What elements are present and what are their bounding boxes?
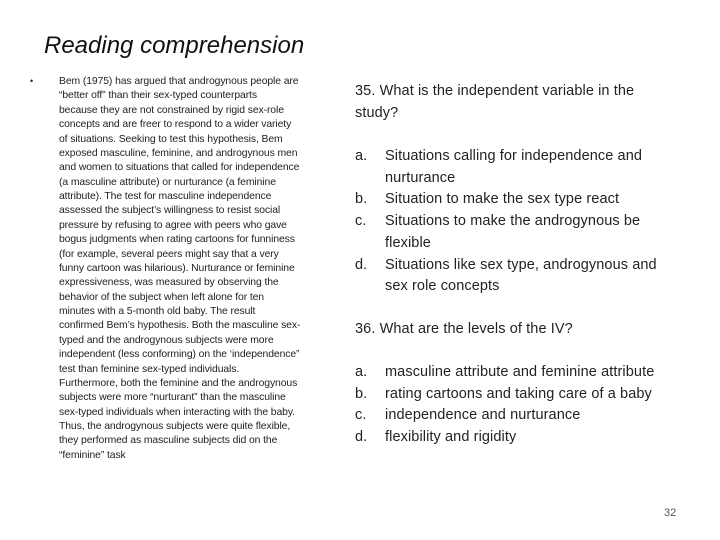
answer-option [355,362,654,384]
option-text-line: flexible [385,234,431,251]
option-text-line: Situations like sex type, androgynous and [385,256,657,273]
option-text [385,384,652,406]
passage-line: typed and the androgynous subjects were more [59,334,274,346]
option-letter: c. [355,213,367,230]
option-text [385,405,580,427]
answer-option [355,427,654,449]
passage-line: test than feminine sex-typed individuals. [59,363,240,375]
option-text-line: masculine attribute and feminine attribute [385,364,655,380]
question-text-line: study? [355,104,399,121]
option-text [385,146,642,189]
option-text-line: flexibility and rigidity [385,429,517,446]
option-text-line: nurturance [385,169,456,186]
option-text-line: Situation to make the sex type react [385,191,620,208]
option-text-line: independence and nurturance [385,407,581,424]
option-text-line: Situations to make the androgynous be [385,213,641,230]
question-text-line: 35. What is the independent variable in the [355,83,635,99]
option-letter: a. [355,148,368,164]
passage [59,75,300,463]
passage-line: they performed as masculine subjects did on the [59,435,278,447]
passage-line: expressiveness, was measured by observing the [59,277,279,289]
question-36 [355,319,573,341]
answer-option [355,405,654,427]
option-text-line: sex role concepts [385,278,500,295]
option-text-line: rating cartoons and taking care of a baby [385,385,652,402]
passage-line: funny cartoon was hilarious). Nurturance or feminine [59,262,295,274]
question-35 [355,81,634,124]
passage-line: pressure by refusing to agree with peers who gave [59,219,287,231]
passage-line: and women to situations that called for independence [59,162,300,174]
passage-line: of situations. Seeking to test this hypothesis, Bem [59,133,283,145]
passage-line: sex-typed individuals when interacting with the baby. [59,406,295,418]
question-35-options [355,146,657,298]
answer-option [355,255,657,298]
passage-line: minutes with a 5-month old baby. The result [59,306,256,317]
passage-line: (a masculine attribute) or nurturance (a feminine [59,176,276,188]
answer-option [355,189,657,211]
passage-line: Thus, the androgynous subjects were quite flexible, [59,421,291,432]
option-letter: d. [355,429,368,446]
option-letter: d. [355,256,368,273]
option-text [385,362,654,384]
passage-line: subjects were more “nurturant” than the masculine [59,392,286,404]
bullet-icon: • [30,76,34,86]
answer-option [355,384,654,406]
option-text-line: Situations calling for independence and [385,148,643,164]
option-text [385,189,619,211]
passage-line: (for example, several peers might say that a very [59,248,279,260]
passage-line: independent (less conforming) on the ‘independence” [59,349,300,361]
option-letter: c. [355,407,367,424]
passage-line: assessed the subject’s willingness to resist social [59,205,281,217]
passage-line: attribute). The test for masculine independence [59,191,272,202]
passage-line: Furthermore, both the feminine and the androgynous [59,377,298,389]
passage-line: behavior of the subject when left alone for ten [59,291,264,303]
passage-line: bogus judgments when rating cartoons for funniness [59,234,295,246]
slide-title: Reading comprehension [44,32,305,59]
passage-line: “feminine” task [59,449,126,461]
option-letter: b. [355,385,368,402]
option-letter: a. [355,364,368,380]
option-text [385,255,657,298]
passage-line: concepts and are freer to respond to a wider variety [59,119,292,131]
question-text-line: 36. What are the levels of the IV? [355,321,573,337]
page-number: 32 [664,507,677,519]
passage-line: because they are not constrained by rigid sex-role [59,104,284,116]
answer-option [355,211,657,254]
passage-line: confirmed Bem’s hypothesis. Both the masculine sex- [59,320,301,332]
option-letter: b. [355,191,368,208]
passage-line: Bem (1975) has argued that androgynous people are [59,76,299,87]
passage-line: “better off” than their sex-typed counterparts [59,90,257,102]
passage-line: exposed masculine, feminine, and androgynous men [59,147,298,159]
question-36-options [355,362,654,449]
option-text [385,211,640,254]
option-text [385,427,516,449]
answer-option [355,146,657,189]
